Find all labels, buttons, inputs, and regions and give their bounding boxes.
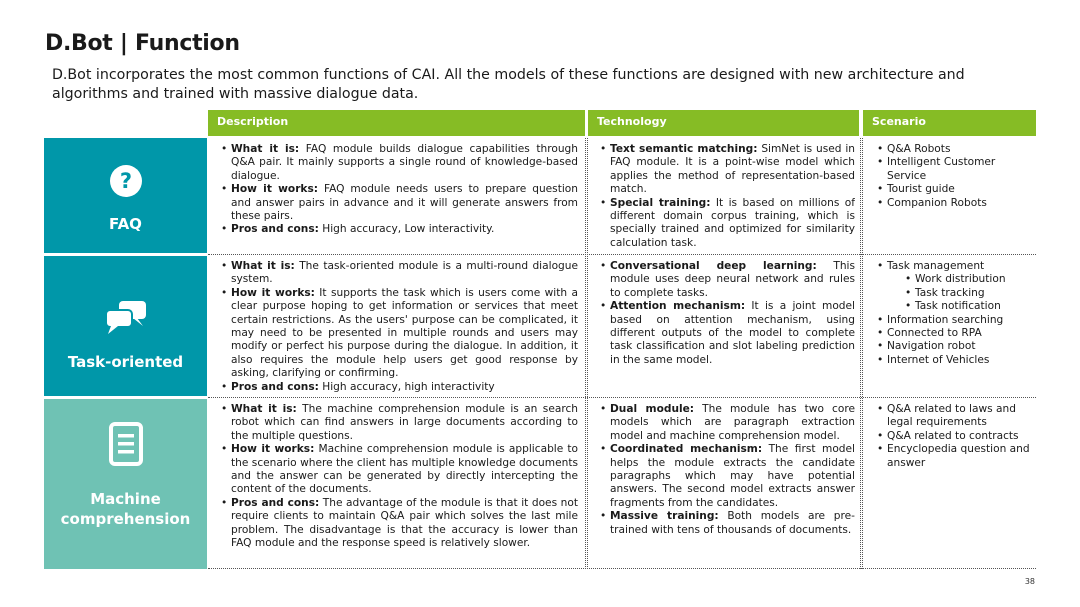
svg-text:?: ?	[119, 169, 132, 193]
page-title: D.Bot | Function	[45, 31, 240, 56]
list-item: • Navigation robot	[887, 340, 1034, 353]
list-subitem: • Work distribution	[887, 273, 1034, 286]
column-header-scenario: Scenario	[863, 110, 1036, 136]
list-item: • Pros and cons: The advantage of the module is that it does not require clients to maintain Q&A pair which solves the last mile problem. The disadvantage is that the accuracy is lower than FAQ module and the response speed is relatively slower.	[231, 497, 578, 551]
list-item: • Q&A related to contracts	[887, 430, 1034, 443]
list-subitem: • Task tracking	[887, 287, 1034, 300]
list-item: • How it works: It supports the task which is users come with a clear purpose hoping to get information or services that meet certain restrictions. As the users' purpose can be complicated, it may need to be presented in multiple rounds and users may modify or perfect his purpose during the dialogue. In addition, it also requires the module help users get good response by asking, clarifying or confirming.	[231, 287, 578, 381]
faq-description-cell	[218, 143, 578, 253]
list-item: • Connected to RPA	[887, 327, 1034, 340]
list-item: • How it works: Machine comprehension module is applicable to the scenario where the client has multiple knowledge documents and the answer can be generated by directly intercepting the content of the documents.	[231, 443, 578, 497]
mc-description-cell	[218, 403, 578, 569]
page-number: 38	[1024, 577, 1035, 586]
row-label-machine-comprehension	[44, 399, 207, 569]
mc-technology-cell	[597, 403, 855, 569]
list-item: • Internet of Vehicles	[887, 354, 1034, 367]
row-divider	[208, 397, 1036, 398]
question-circle-icon	[44, 164, 207, 198]
task-technology-cell	[597, 260, 855, 396]
row-label-task-oriented	[44, 256, 207, 396]
task-description-cell	[218, 260, 578, 396]
row-label-text: Task-oriented	[67, 353, 184, 371]
column-divider	[860, 138, 861, 569]
faq-technology-cell	[597, 143, 855, 253]
column-header-description: Description	[208, 110, 585, 136]
page-subtitle: D.Bot incorporates the most common functions of CAI. All the models of these functions are designed with new architecture and algorithms and trained with massive dialogue data.	[52, 67, 965, 102]
list-item: • Massive training: Both models are pre-trained with tens of thousands of documents.	[610, 510, 855, 537]
list-item: • Q&A related to laws and legal requirements	[887, 403, 1034, 430]
list-item: • What it is: The machine comprehension module is an search robot which can find answers in large documents according to the multiple questions.	[231, 403, 578, 443]
list-item: • Encyclopedia question and answer	[887, 443, 1034, 470]
row-label-text: Machine comprehension	[60, 490, 191, 528]
chat-bubbles-icon	[44, 300, 207, 336]
list-item: • Information searching	[887, 314, 1034, 327]
list-item: • What it is: The task-oriented module is a multi-round dialogue system.	[231, 260, 578, 287]
row-label-text: FAQ	[109, 215, 142, 233]
list-item: • Dual module: The module has two core models which are paragraph extraction model and machine comprehension model.	[610, 403, 855, 443]
list-item: • What it is: FAQ module builds dialogue capabilities through Q&A pair. It mainly supports a single round of knowledge-based dialogue.	[231, 143, 578, 183]
list-item: • Pros and cons: High accuracy, Low interactivity.	[231, 223, 578, 236]
list-item: • Intelligent Customer Service	[887, 156, 1034, 183]
list-subitem: • Task notification	[887, 300, 1034, 313]
list-item: • Companion Robots	[887, 197, 1034, 210]
list-item: • Tourist guide	[887, 183, 1034, 196]
list-item: • Q&A Robots	[887, 143, 1034, 156]
row-divider	[208, 254, 1036, 255]
document-icon	[44, 421, 207, 467]
list-item: • How it works: FAQ module needs users to prepare question and answer pairs in advance and it will generate answers from these pairs.	[231, 183, 578, 223]
column-divider	[585, 138, 586, 569]
column-header-technology: Technology	[588, 110, 859, 136]
list-item: • Task management	[887, 260, 1034, 273]
list-item: • Attention mechanism: It is a joint model based on attention mechanism, using different outputs of the model to complete task classification and slot labeling prediction in the same model.	[610, 300, 855, 367]
faq-scenario-cell	[874, 143, 1034, 253]
list-item: • Special training: It is based on millions of different domain corpus training, which is specially trained and optimized for similarity calculation task.	[610, 197, 855, 251]
mc-scenario-cell	[874, 403, 1034, 569]
column-divider	[587, 138, 588, 569]
task-scenario-cell	[874, 260, 1034, 396]
list-item: • Text semantic matching: SimNet is used in FAQ module. It is a point-wise model which applies the method of representation-based match.	[610, 143, 855, 197]
list-item: • Coordinated mechanism: The first model helps the module extracts the candidate paragraphs which may have potential answers. The second model extracts answer fragments from the candidates.	[610, 443, 855, 510]
row-divider	[208, 568, 1036, 569]
list-item: • Conversational deep learning: This module uses deep neural network and rules to complete tasks.	[610, 260, 855, 300]
row-label-faq	[44, 138, 207, 253]
column-divider	[862, 138, 863, 569]
list-item: • Pros and cons: High accuracy, high interactivity	[231, 381, 578, 394]
